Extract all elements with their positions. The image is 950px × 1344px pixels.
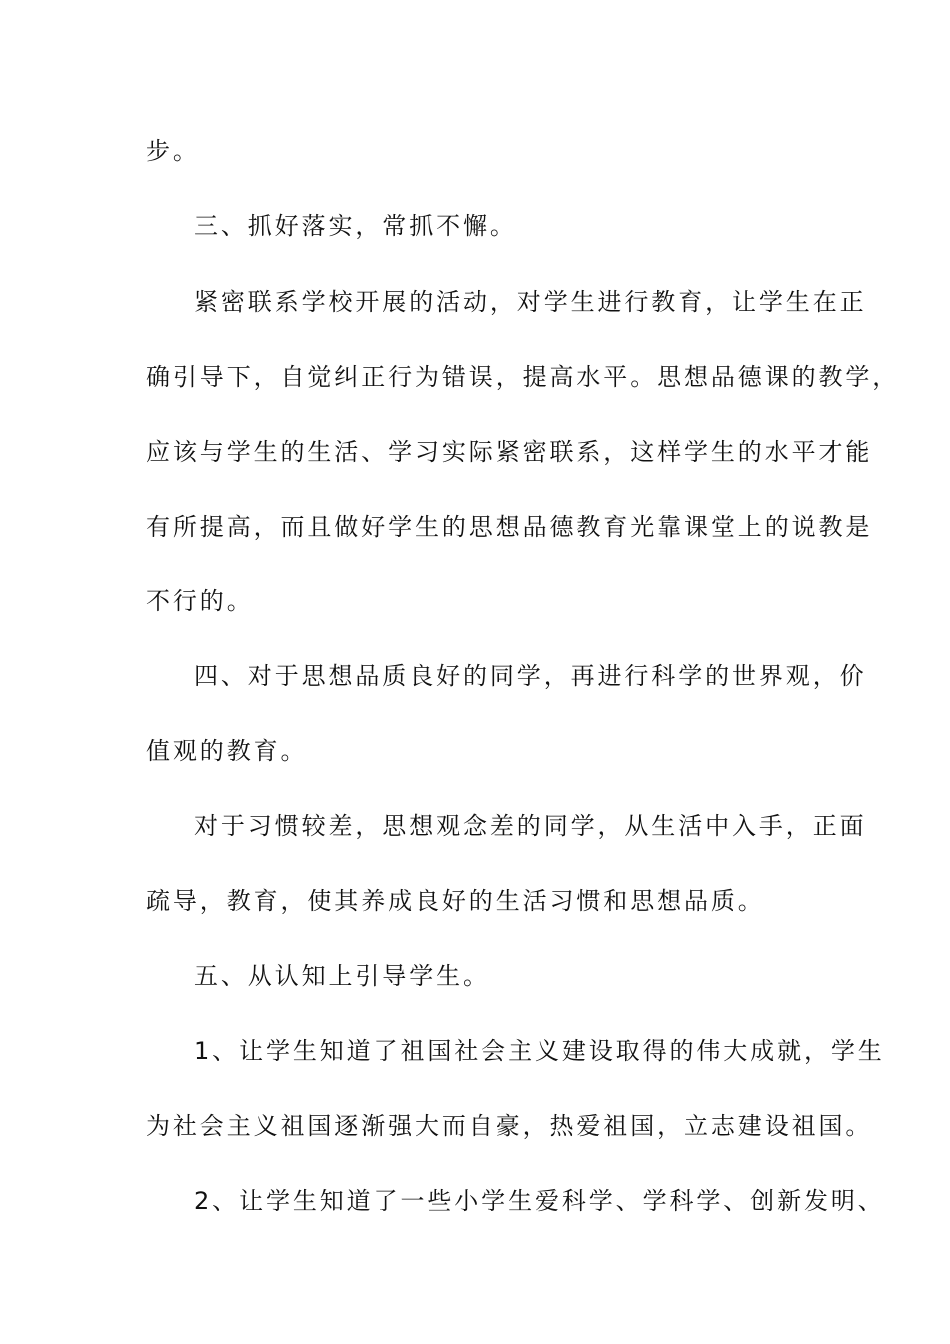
- list-item-2: 2、让学生知道了一些小学生爱科学、学科学、创新发明、: [194, 1187, 885, 1215]
- text-line: 紧密联系学校开展的活动，对学生进行教育，让学生在正: [194, 288, 867, 316]
- text-line: 值观的教育。: [146, 737, 308, 765]
- text-line: 为社会主义祖国逐渐强大而自豪，热爱祖国，立志建设祖国。: [146, 1112, 873, 1140]
- text-line: 步。: [146, 137, 200, 165]
- text-line: 应该与学生的生活、学习实际紧密联系，这样学生的水平才能: [146, 438, 873, 466]
- text-line: 不行的。: [146, 587, 254, 615]
- text-line: 有所提高，而且做好学生的思想品德教育光靠课堂上的说教是: [146, 513, 873, 541]
- text-line: 确引导下，自觉纠正行为错误，提高水平。思想品德课的教学，: [146, 363, 900, 391]
- text-line: 疏导，教育，使其养成良好的生活习惯和思想品质。: [146, 887, 765, 915]
- section-heading-5: 五、从认知上引导学生。: [194, 962, 490, 990]
- list-item-1: 1、让学生知道了祖国社会主义建设取得的伟大成就，学生: [194, 1037, 885, 1065]
- text-line: 对于习惯较差，思想观念差的同学，从生活中入手，正面: [194, 812, 867, 840]
- section-heading-4: 四、对于思想品质良好的同学，再进行科学的世界观，价: [194, 662, 867, 690]
- section-heading-3: 三、抓好落实，常抓不懈。: [194, 212, 517, 240]
